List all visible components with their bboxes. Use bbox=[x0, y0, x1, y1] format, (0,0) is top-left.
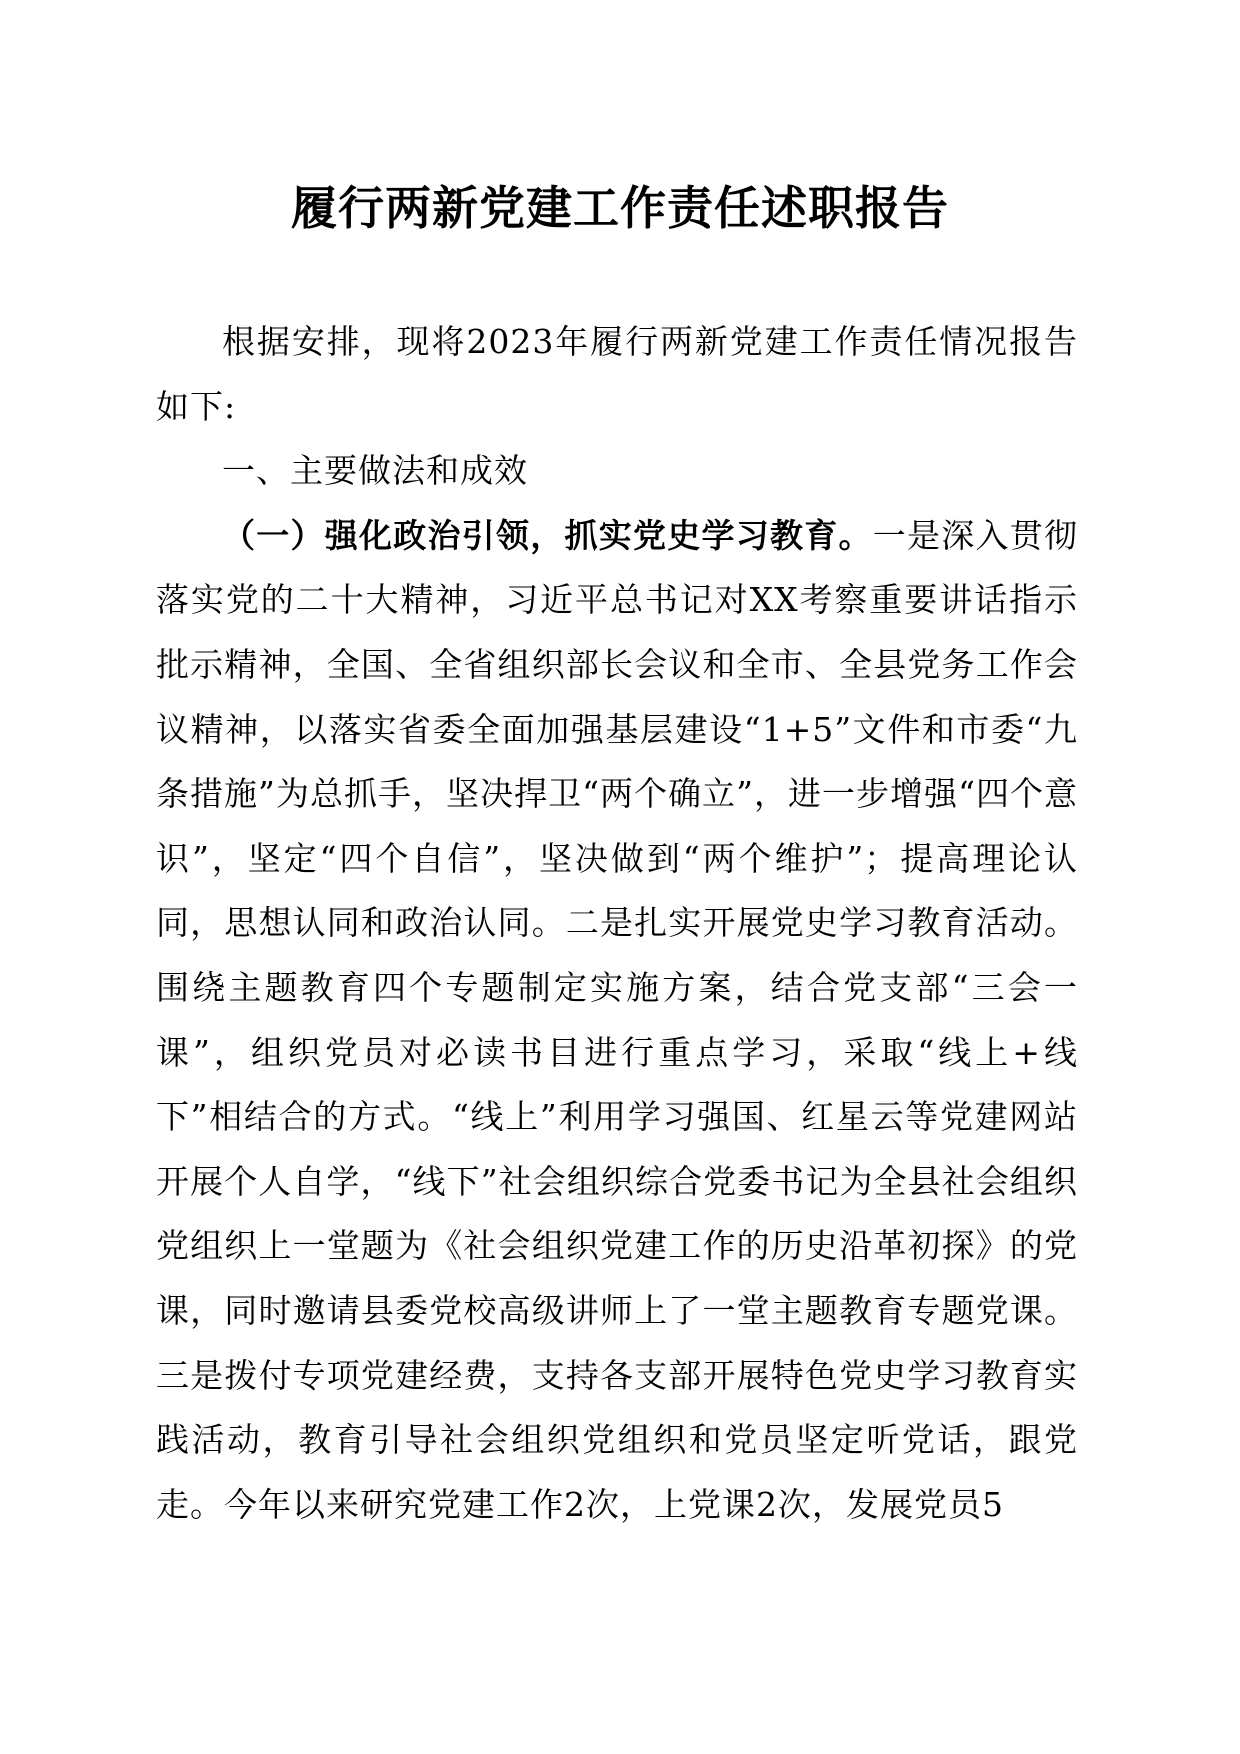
document-title: 履行两新党建工作责任述职报告 bbox=[291, 181, 949, 235]
subsection-paragraph bbox=[156, 504, 1078, 1538]
intro-paragraph: 根据安排，现将2023年履行两新党建工作责任情况报告如下: bbox=[156, 322, 1078, 426]
section-heading: 一、主要做法和成效 bbox=[222, 451, 528, 491]
document-body bbox=[156, 310, 1078, 1537]
subsection-heading: （一）强化政治引领，抓实党史学习教育。 bbox=[222, 515, 873, 555]
subsection-body: 一是深入贯彻落实党的二十大精神，习近平总书记对XX考察重要讲话指示批示精神，全国、全省组织部长会议和全市、全县党务工作会议精神，以落实省委全面加强基层建设“1+5”文件和市委“九条措施”为总抓手，坚决捍卫“两个确立”，进一步增强“四个意识”，坚定“四个自信”，坚决做到“两个维护”；提高理论认同，思想认同和政治认同。二是扎实开展党史学习教育活动。围绕主题教育四个专题制定实施方案，结合党支部“三会一课”，组织党员对必读书目进行重点学习，采取“线上+线下”相结合的方式。“线上”利用学习强国、红星云等党建网站开展个人自学，“线下”社会组织综合党委书记为全县社会组织党组织上一堂题为《社会组织党建工作的历史沿革初探》的党课，同时邀请县委党校高级讲师上了一堂主题教育专题党课。三是拨付专项党建经费，支持各支部开展特色党史学习教育实践活动，教育引导社会组织党组织和党员坚定听党话，跟党走。今年以来研究党建工作2次，上党课2次，发展党员5 bbox=[156, 515, 1078, 1524]
